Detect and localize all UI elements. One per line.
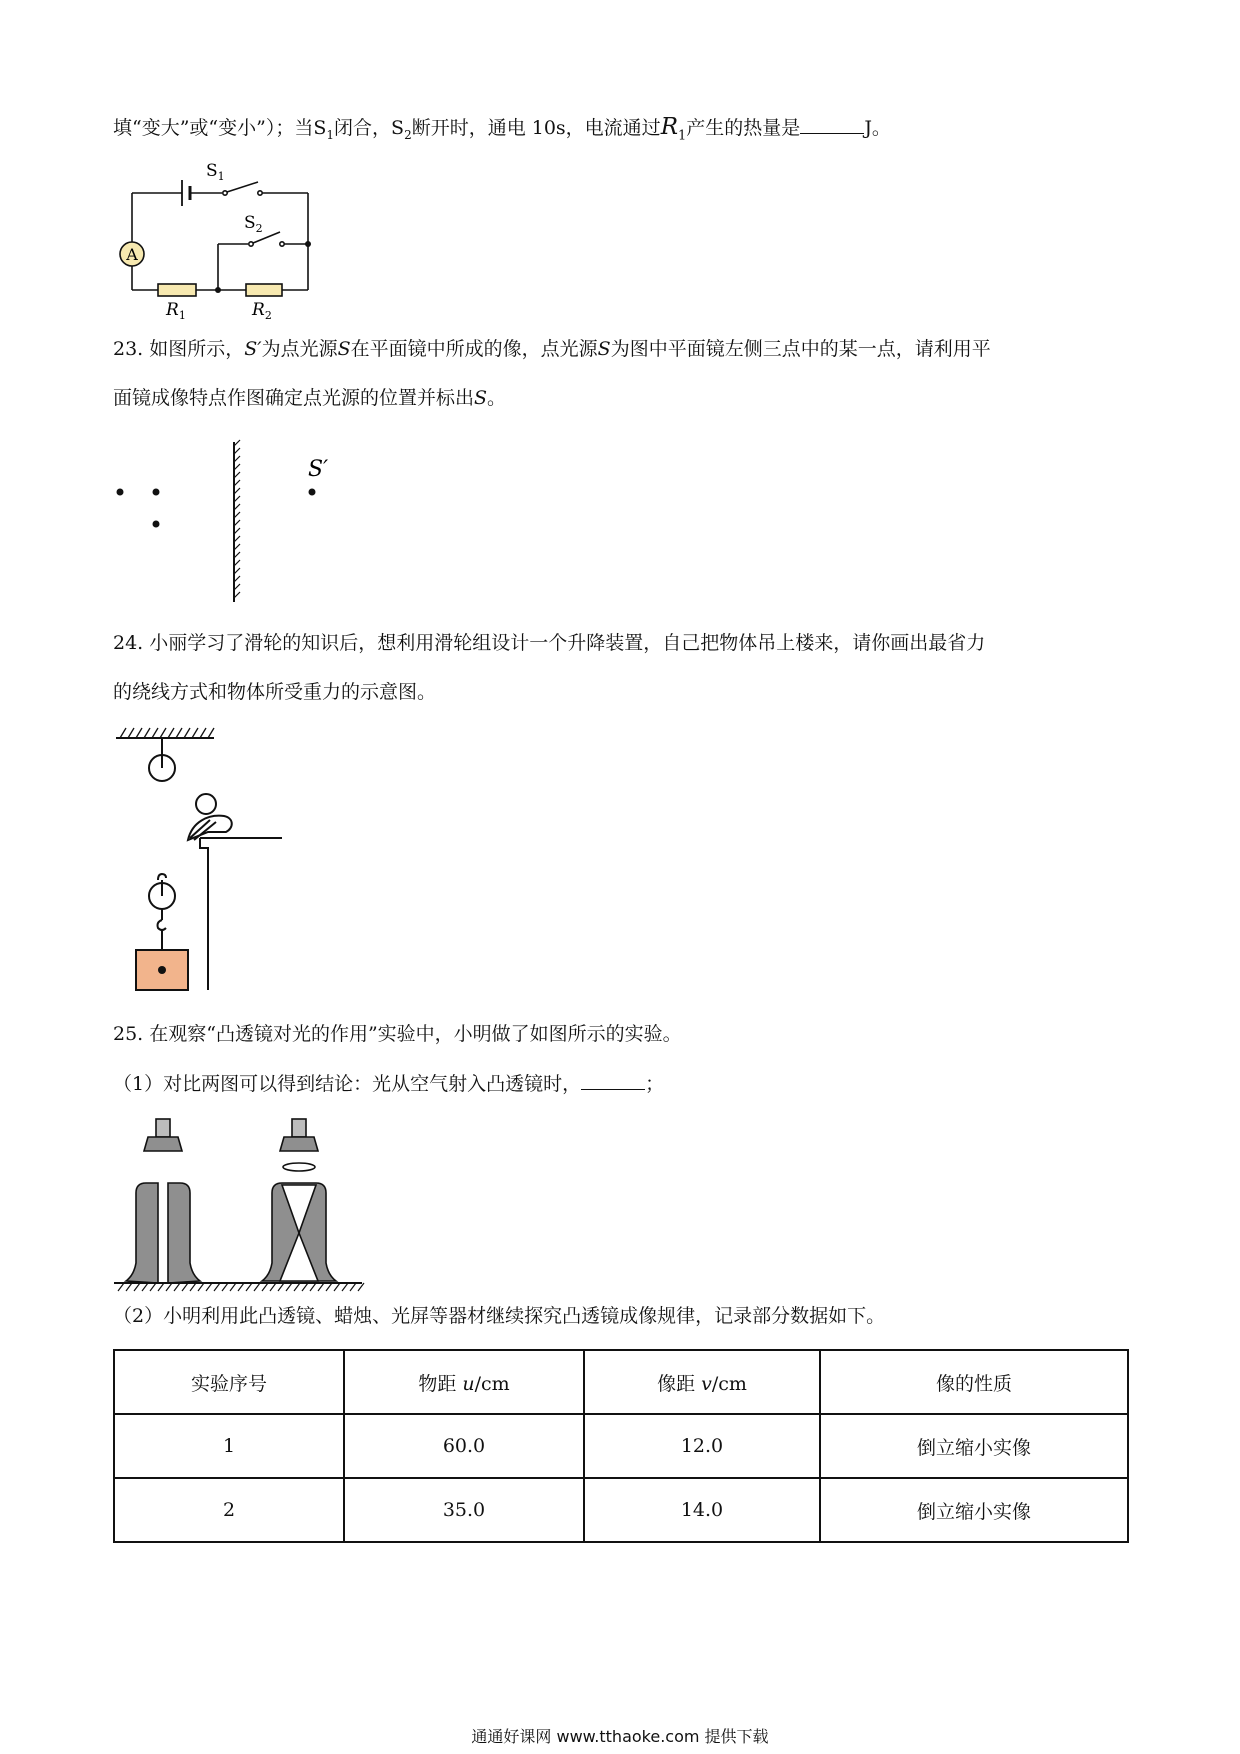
r1-symbol: $R_1$ xyxy=(660,114,687,144)
table-cell: 35.0 xyxy=(344,1478,584,1542)
q23-line-1: 23. 如图所示，S′为点光源S在平面镜中所成的像，点光源S为图中平面镜左侧三点中的某一点，请利用平 xyxy=(113,338,991,360)
q22-text-1: 填“变大”或“变小”）；当 xyxy=(113,117,314,139)
lens-experiment-diagram xyxy=(112,1115,372,1295)
left-light-block-2 xyxy=(168,1183,200,1283)
circuit-diagram xyxy=(110,158,320,326)
q22-text-3: 断开时，通电 10s，电流通过 xyxy=(411,117,661,139)
person-head xyxy=(196,794,216,814)
table-cell: 2 xyxy=(114,1478,344,1542)
data-table xyxy=(113,1349,1129,1543)
header-cell: 像距 v/cm xyxy=(584,1350,820,1414)
q22-text-5: J。 xyxy=(864,117,891,139)
q23-line-2: 面镜成像特点作图确定点光源的位置并标出S。 xyxy=(113,387,507,409)
table-row xyxy=(114,1414,1128,1478)
svg-text:A: A xyxy=(126,245,138,264)
header-cell: 实验序号 xyxy=(114,1350,344,1414)
q25-part1: （1）对比两图可以得到结论：光从空气射入凸透镜时， ； xyxy=(113,1069,664,1099)
page-footer: 通通好课网 www.tthaoke.com 提供下载 xyxy=(471,1727,769,1746)
s2-symbol: $S_2$ xyxy=(391,117,412,142)
convex-lens xyxy=(283,1163,315,1171)
image-point-s-prime xyxy=(309,489,316,496)
q22-text-line xyxy=(113,112,891,152)
table-cell: 12.0 xyxy=(584,1414,820,1478)
r2-label: $R_2$ xyxy=(252,300,272,322)
table-row xyxy=(114,1478,1128,1542)
s1-label: $S_1$ xyxy=(206,161,225,183)
resistor-r2 xyxy=(246,284,282,296)
mirror-diagram xyxy=(100,432,360,607)
q22-text-2: 闭合， xyxy=(334,117,392,139)
s-prime-label: S′ xyxy=(308,457,329,482)
header-cell: 像的性质 xyxy=(820,1350,1128,1414)
resistor-r1 xyxy=(158,284,196,296)
left-light-block-1 xyxy=(126,1183,158,1283)
candidate-point-1[interactable] xyxy=(117,489,124,496)
table-cell: 60.0 xyxy=(344,1414,584,1478)
candidate-point-2[interactable] xyxy=(153,489,160,496)
table-cell: 14.0 xyxy=(584,1478,820,1542)
table-cell: 倒立缩小实像 xyxy=(820,1414,1128,1478)
q24-line-1: 24. 小丽学习了滑轮的知识后，想利用滑轮组设计一个升降装置，自己把物体吊上楼来，请你画出最省力 xyxy=(113,632,986,654)
q25-part2: （2）小明利用此凸透镜、蜡烛、光屏等器材继续探究凸透镜成像规律，记录部分数据如下。 xyxy=(113,1305,886,1327)
candidate-point-3[interactable] xyxy=(153,521,160,528)
s1-symbol: $S_1$ xyxy=(313,117,335,142)
header-cell: 物距 u/cm xyxy=(344,1350,584,1414)
answer-blank-heat[interactable] xyxy=(800,113,864,134)
r1-label: $R_1$ xyxy=(166,300,186,322)
table-header-row xyxy=(114,1350,1128,1414)
s2-label: $S_2$ xyxy=(244,213,263,235)
q22-text-4: 产生的热量是 xyxy=(686,117,801,139)
q25-intro: 25. 在观察“凸透镜对光的作用”实验中，小明做了如图所示的实验。 xyxy=(113,1023,682,1045)
table-cell: 1 xyxy=(114,1414,344,1478)
pulley-diagram xyxy=(112,724,292,1006)
answer-blank-conclusion[interactable] xyxy=(581,1069,645,1090)
table-cell: 倒立缩小实像 xyxy=(820,1478,1128,1542)
q24-line-2: 的绕线方式和物体所受重力的示意图。 xyxy=(113,681,437,703)
